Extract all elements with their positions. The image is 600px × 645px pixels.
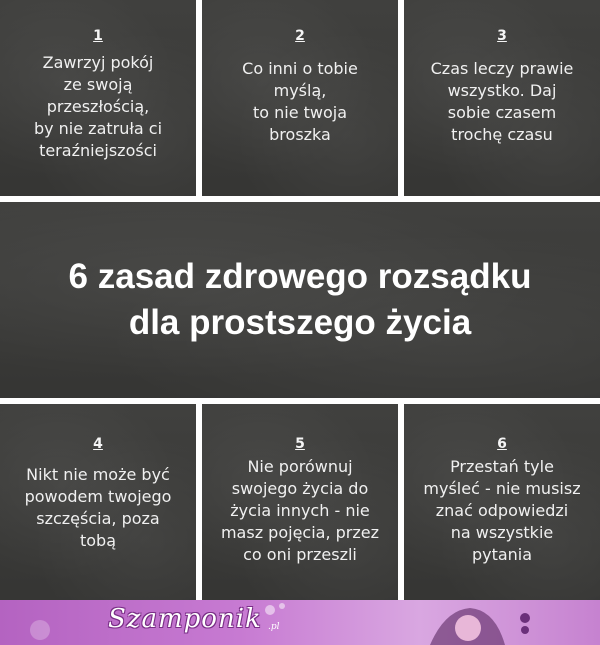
brand-logo-suffix: .pl (268, 622, 280, 632)
rule-tile-2 (202, 0, 398, 196)
page-title: 6 zasad zdrowego rozsądku dla prostszego życia (68, 257, 532, 342)
rule-number: 6 (497, 436, 507, 452)
rule-number: 3 (497, 28, 507, 44)
rule-tile-6 (404, 404, 600, 600)
bubble-icon (30, 620, 50, 640)
rule-number: 1 (93, 28, 103, 44)
face-icon (455, 615, 481, 641)
rule-text: Nikt nie może być powodem twojego szczęścia, poza tobą (24, 465, 172, 550)
rule-text: Co inni o tobie myślą, to nie twoja broszka (242, 59, 358, 144)
rule-text: Przestań tyle myśleć - nie musisz znać odpowiedzi na wszystkie pytania (423, 457, 581, 564)
rule-text: Nie porównuj swojego życia do życia innych - nie masz pojęcia, przez co oni przeszli (220, 457, 380, 564)
earring-icon (521, 626, 529, 634)
rule-tile-3 (404, 0, 600, 196)
earring-icon (520, 613, 530, 623)
rule-tile-1 (0, 0, 196, 196)
brand-banner (0, 600, 600, 645)
rule-text: Czas leczy prawie wszystko. Daj sobie czasem trochę czasu (430, 59, 574, 144)
brand-logo: Szamponik (108, 604, 262, 634)
rule-tile-4 (0, 404, 196, 600)
rule-number: 2 (295, 28, 305, 44)
bubble-icon (279, 603, 285, 609)
rule-tile-5 (202, 404, 398, 600)
rule-number: 4 (93, 436, 103, 452)
bubble-icon (265, 605, 275, 615)
title-panel (0, 202, 600, 398)
rule-number: 5 (295, 436, 305, 452)
banner-decoration (0, 600, 600, 645)
rule-text: Zawrzyj pokój ze swoją przeszłością, by nie zatruła ci teraźniejszości (33, 53, 163, 160)
